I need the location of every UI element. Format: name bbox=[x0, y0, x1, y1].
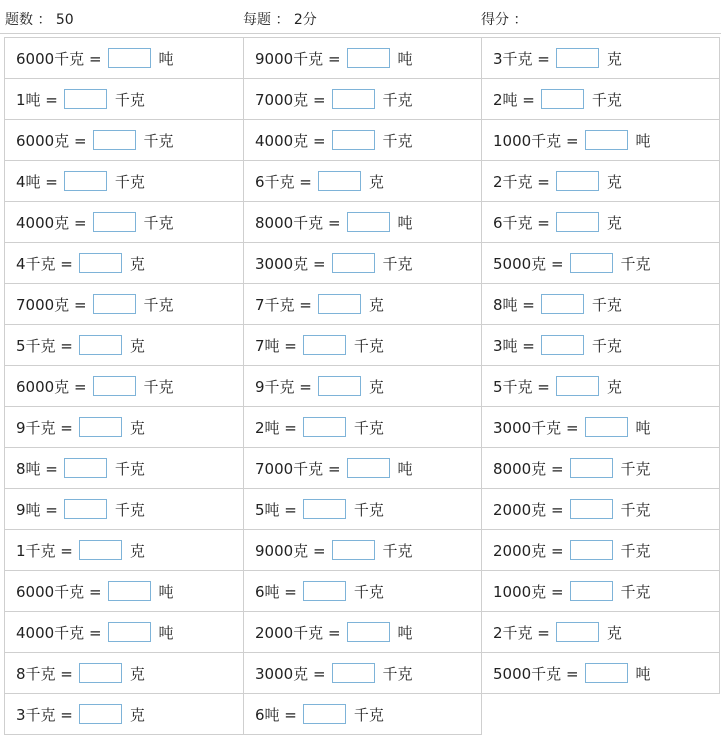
problem-question: 3吨 = bbox=[493, 336, 535, 355]
answer-input[interactable] bbox=[303, 417, 346, 437]
problem-unit: 千克 bbox=[353, 500, 384, 519]
problem-cell bbox=[482, 38, 720, 79]
problem-cell bbox=[482, 120, 720, 161]
problem-question: 9000克 = bbox=[255, 541, 326, 560]
answer-input[interactable] bbox=[332, 663, 375, 683]
problem-cell bbox=[244, 530, 482, 571]
problem-question: 7000克 = bbox=[16, 295, 87, 314]
problem-cell bbox=[244, 407, 482, 448]
problem-unit: 千克 bbox=[353, 582, 384, 601]
answer-input[interactable] bbox=[585, 130, 628, 150]
answer-input[interactable] bbox=[79, 540, 122, 560]
answer-input[interactable] bbox=[585, 663, 628, 683]
problem-unit: 千克 bbox=[620, 459, 651, 478]
problem-question: 2000千克 = bbox=[255, 623, 341, 642]
problem-cell bbox=[5, 407, 244, 448]
problem-cell bbox=[244, 120, 482, 161]
problem-cell bbox=[5, 161, 244, 202]
answer-input[interactable] bbox=[79, 335, 122, 355]
problem-question: 8千克 = bbox=[16, 664, 73, 683]
problem-unit: 克 bbox=[129, 418, 145, 437]
problem-cell bbox=[244, 325, 482, 366]
problem-cell bbox=[5, 530, 244, 571]
problem-question: 7000克 = bbox=[255, 90, 326, 109]
problem-question: 9千克 = bbox=[255, 377, 312, 396]
answer-input[interactable] bbox=[556, 622, 599, 642]
problem-question: 5千克 = bbox=[493, 377, 550, 396]
problem-unit: 千克 bbox=[382, 254, 413, 273]
problem-unit: 克 bbox=[129, 336, 145, 355]
problem-question: 7000千克 = bbox=[255, 459, 341, 478]
problem-question: 5千克 = bbox=[16, 336, 73, 355]
answer-input[interactable] bbox=[556, 48, 599, 68]
problem-unit: 千克 bbox=[143, 377, 174, 396]
problem-question: 2千克 = bbox=[493, 623, 550, 642]
problem-unit: 吨 bbox=[158, 623, 174, 642]
problem-cell bbox=[244, 612, 482, 653]
problem-unit: 克 bbox=[129, 664, 145, 683]
problem-question: 1000克 = bbox=[493, 582, 564, 601]
problem-unit: 克 bbox=[368, 172, 384, 191]
problem-unit: 千克 bbox=[114, 459, 145, 478]
answer-input[interactable] bbox=[108, 581, 151, 601]
problem-question: 2000克 = bbox=[493, 541, 564, 560]
problem-cell bbox=[5, 202, 244, 243]
problem-cell bbox=[244, 202, 482, 243]
answer-input[interactable] bbox=[332, 89, 375, 109]
problem-cell bbox=[5, 120, 244, 161]
problem-question: 6吨 = bbox=[255, 705, 297, 724]
problem-question: 5000千克 = bbox=[493, 664, 579, 683]
problem-cell bbox=[5, 38, 244, 79]
problem-unit: 克 bbox=[606, 377, 622, 396]
problem-unit: 千克 bbox=[143, 213, 174, 232]
problem-question: 3000克 = bbox=[255, 664, 326, 683]
problem-question: 8吨 = bbox=[493, 295, 535, 314]
answer-input[interactable] bbox=[332, 540, 375, 560]
answer-input[interactable] bbox=[303, 499, 346, 519]
problem-cell bbox=[482, 284, 720, 325]
problem-cell bbox=[482, 407, 720, 448]
problem-question: 6吨 = bbox=[255, 582, 297, 601]
answer-input[interactable] bbox=[585, 417, 628, 437]
problem-question: 9000千克 = bbox=[255, 49, 341, 68]
problem-unit: 克 bbox=[129, 705, 145, 724]
problem-unit: 克 bbox=[368, 295, 384, 314]
problem-question: 6000克 = bbox=[16, 377, 87, 396]
answer-input[interactable] bbox=[347, 212, 390, 232]
problem-unit: 千克 bbox=[382, 541, 413, 560]
answer-input[interactable] bbox=[541, 294, 584, 314]
problem-unit: 克 bbox=[129, 254, 145, 273]
problem-unit: 千克 bbox=[620, 254, 651, 273]
problem-unit: 千克 bbox=[143, 295, 174, 314]
score-label: 得分 ： bbox=[481, 12, 528, 28]
answer-input[interactable] bbox=[303, 335, 346, 355]
problem-cell bbox=[244, 161, 482, 202]
answer-input[interactable] bbox=[347, 458, 390, 478]
problem-question: 7千克 = bbox=[255, 295, 312, 314]
answer-input[interactable] bbox=[108, 622, 151, 642]
problem-question: 6千克 = bbox=[255, 172, 312, 191]
problem-cell bbox=[5, 79, 244, 120]
problem-cell bbox=[244, 489, 482, 530]
problem-unit: 千克 bbox=[620, 541, 651, 560]
problem-cell bbox=[5, 489, 244, 530]
problem-cell bbox=[482, 448, 720, 489]
problem-cell bbox=[244, 284, 482, 325]
problem-unit: 千克 bbox=[591, 90, 622, 109]
problem-question: 6000千克 = bbox=[16, 582, 102, 601]
answer-input[interactable] bbox=[64, 171, 107, 191]
problem-unit: 千克 bbox=[591, 336, 622, 355]
problem-unit: 千克 bbox=[620, 582, 651, 601]
answer-input[interactable] bbox=[79, 417, 122, 437]
problem-unit: 千克 bbox=[353, 705, 384, 724]
problem-question: 6千克 = bbox=[493, 213, 550, 232]
problem-unit: 吨 bbox=[635, 131, 651, 150]
answer-input[interactable] bbox=[93, 130, 136, 150]
problem-unit: 克 bbox=[606, 213, 622, 232]
problem-unit: 克 bbox=[606, 623, 622, 642]
problem-question: 2吨 = bbox=[255, 418, 297, 437]
answer-input[interactable] bbox=[556, 376, 599, 396]
problem-cell bbox=[244, 79, 482, 120]
answer-input[interactable] bbox=[303, 581, 346, 601]
points-per-question: 每题 ： 2分 bbox=[243, 12, 317, 28]
problem-unit: 吨 bbox=[635, 664, 651, 683]
answer-input[interactable] bbox=[347, 622, 390, 642]
problem-cell bbox=[244, 366, 482, 407]
problem-unit: 千克 bbox=[114, 90, 145, 109]
problem-unit: 吨 bbox=[397, 459, 413, 478]
problem-question: 8000克 = bbox=[493, 459, 564, 478]
answer-input[interactable] bbox=[318, 171, 361, 191]
problem-cell bbox=[482, 202, 720, 243]
answer-input[interactable] bbox=[332, 130, 375, 150]
answer-input[interactable] bbox=[64, 458, 107, 478]
answer-input[interactable] bbox=[570, 253, 613, 273]
problem-cell bbox=[5, 366, 244, 407]
problem-question: 5000克 = bbox=[493, 254, 564, 273]
problem-question: 1000千克 = bbox=[493, 131, 579, 150]
problem-cell bbox=[244, 694, 482, 735]
problem-cell bbox=[482, 79, 720, 120]
problem-unit: 千克 bbox=[382, 664, 413, 683]
problem-cell bbox=[244, 38, 482, 79]
problem-cell bbox=[244, 653, 482, 694]
problem-question: 1吨 = bbox=[16, 90, 58, 109]
problem-question: 6000千克 = bbox=[16, 49, 102, 68]
problem-unit: 千克 bbox=[382, 131, 413, 150]
problem-cell bbox=[482, 366, 720, 407]
header-divider bbox=[0, 33, 721, 34]
problem-cell bbox=[482, 653, 720, 694]
answer-input[interactable] bbox=[93, 294, 136, 314]
problem-unit: 千克 bbox=[591, 295, 622, 314]
answer-input[interactable] bbox=[570, 458, 613, 478]
problem-cell bbox=[5, 325, 244, 366]
problem-unit: 千克 bbox=[353, 418, 384, 437]
problem-cell bbox=[482, 243, 720, 284]
problem-unit: 吨 bbox=[397, 49, 413, 68]
problem-question: 9千克 = bbox=[16, 418, 73, 437]
problem-unit: 千克 bbox=[114, 172, 145, 191]
problem-cell bbox=[5, 612, 244, 653]
answer-input[interactable] bbox=[318, 376, 361, 396]
problem-unit: 克 bbox=[129, 541, 145, 560]
problem-question: 8吨 = bbox=[16, 459, 58, 478]
problem-question: 9吨 = bbox=[16, 500, 58, 519]
answer-input[interactable] bbox=[570, 540, 613, 560]
problem-grid bbox=[4, 37, 720, 735]
problem-unit: 千克 bbox=[620, 500, 651, 519]
problem-cell bbox=[5, 571, 244, 612]
problem-question: 4000克 = bbox=[16, 213, 87, 232]
answer-input[interactable] bbox=[556, 171, 599, 191]
problem-unit: 千克 bbox=[382, 90, 413, 109]
problem-question: 6000克 = bbox=[16, 131, 87, 150]
answer-input[interactable] bbox=[79, 253, 122, 273]
problem-cell bbox=[482, 571, 720, 612]
problem-question: 3000克 = bbox=[255, 254, 326, 273]
problem-cell bbox=[482, 325, 720, 366]
problem-question: 2千克 = bbox=[493, 172, 550, 191]
problem-question: 3000千克 = bbox=[493, 418, 579, 437]
problem-question: 4千克 = bbox=[16, 254, 73, 273]
problem-question: 3千克 = bbox=[493, 49, 550, 68]
answer-input[interactable] bbox=[541, 335, 584, 355]
problem-unit: 吨 bbox=[635, 418, 651, 437]
problem-unit: 克 bbox=[606, 49, 622, 68]
problem-unit: 克 bbox=[606, 172, 622, 191]
problem-cell bbox=[482, 161, 720, 202]
answer-input[interactable] bbox=[318, 294, 361, 314]
answer-input[interactable] bbox=[79, 704, 122, 724]
answer-input[interactable] bbox=[108, 48, 151, 68]
worksheet-header bbox=[0, 9, 727, 31]
problem-unit: 吨 bbox=[158, 582, 174, 601]
question-count: 题数 ： 50 bbox=[5, 12, 74, 28]
answer-input[interactable] bbox=[93, 376, 136, 396]
problem-question: 8000千克 = bbox=[255, 213, 341, 232]
answer-input[interactable] bbox=[347, 48, 390, 68]
problem-question: 1千克 = bbox=[16, 541, 73, 560]
problem-question: 5吨 = bbox=[255, 500, 297, 519]
problem-question: 4000克 = bbox=[255, 131, 326, 150]
answer-input[interactable] bbox=[541, 89, 584, 109]
problem-question: 2吨 = bbox=[493, 90, 535, 109]
problem-cell bbox=[244, 571, 482, 612]
problem-unit: 克 bbox=[368, 377, 384, 396]
problem-unit: 千克 bbox=[114, 500, 145, 519]
answer-input[interactable] bbox=[570, 499, 613, 519]
problem-question: 4吨 = bbox=[16, 172, 58, 191]
problem-unit: 千克 bbox=[143, 131, 174, 150]
problem-cell bbox=[482, 489, 720, 530]
problem-unit: 吨 bbox=[397, 623, 413, 642]
problem-question: 7吨 = bbox=[255, 336, 297, 355]
answer-input[interactable] bbox=[332, 253, 375, 273]
answer-input[interactable] bbox=[79, 663, 122, 683]
problem-unit: 吨 bbox=[158, 49, 174, 68]
problem-unit: 吨 bbox=[397, 213, 413, 232]
problem-cell bbox=[5, 284, 244, 325]
problem-question: 4000千克 = bbox=[16, 623, 102, 642]
answer-input[interactable] bbox=[303, 704, 346, 724]
problem-question: 3千克 = bbox=[16, 705, 73, 724]
problem-cell bbox=[482, 612, 720, 653]
problem-cell bbox=[5, 694, 244, 735]
problem-cell bbox=[482, 530, 720, 571]
problem-cell bbox=[5, 448, 244, 489]
answer-input[interactable] bbox=[570, 581, 613, 601]
problem-cell bbox=[244, 243, 482, 284]
answer-input[interactable] bbox=[93, 212, 136, 232]
answer-input[interactable] bbox=[64, 89, 107, 109]
answer-input[interactable] bbox=[64, 499, 107, 519]
answer-input[interactable] bbox=[556, 212, 599, 232]
problem-question: 2000克 = bbox=[493, 500, 564, 519]
problem-cell bbox=[5, 243, 244, 284]
problem-unit: 千克 bbox=[353, 336, 384, 355]
problem-cell bbox=[5, 653, 244, 694]
problem-cell bbox=[244, 448, 482, 489]
